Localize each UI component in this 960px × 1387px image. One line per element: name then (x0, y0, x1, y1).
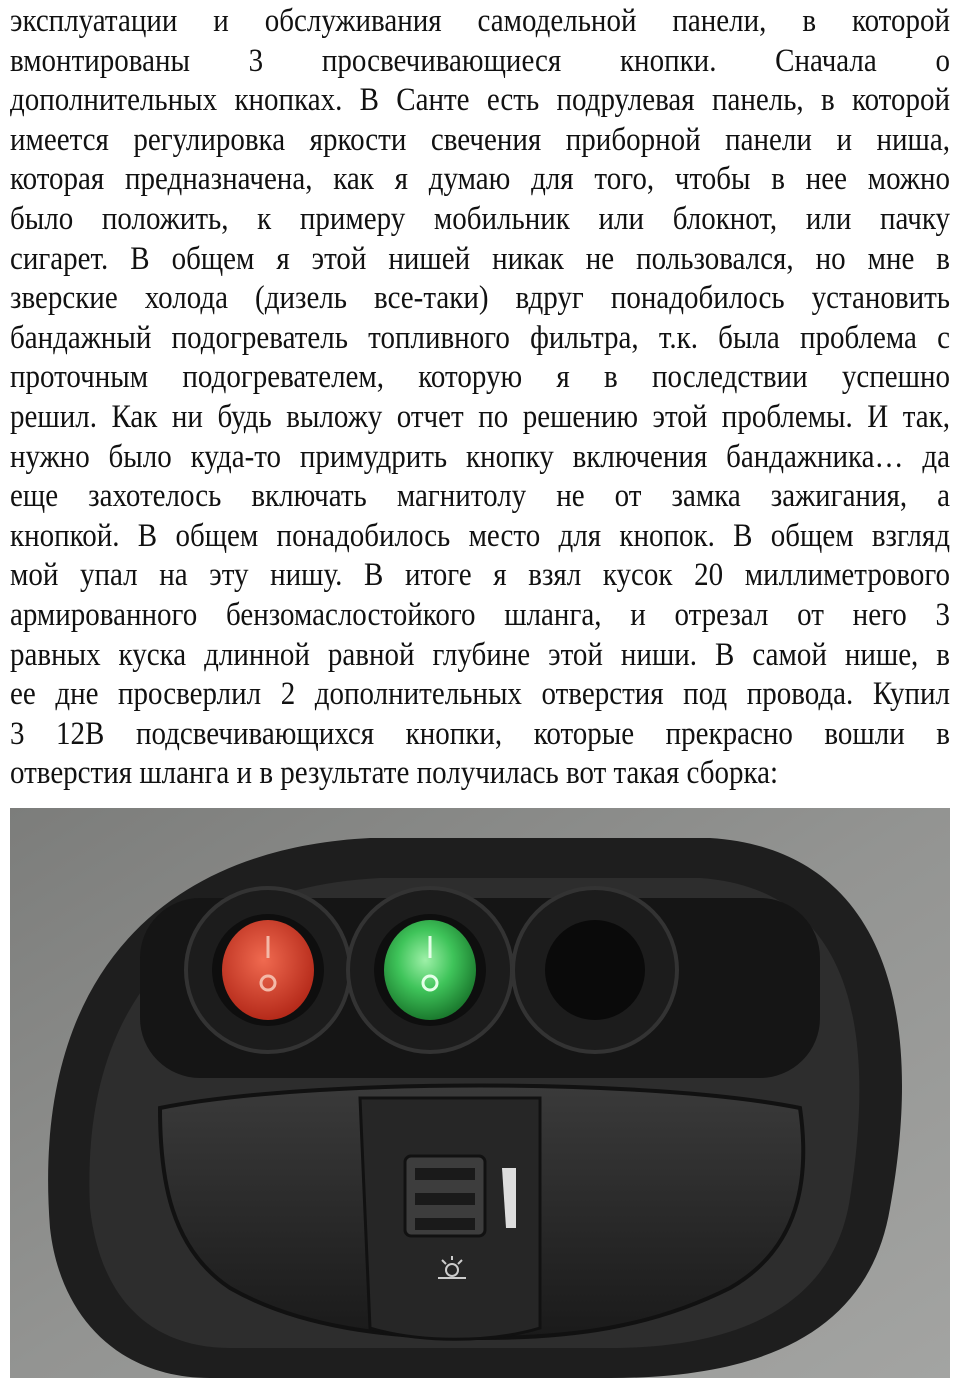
text-line: равных куска длинной равной глубине этой ниши. В самой нише, в (10, 636, 950, 673)
text-line: отверстия шланга и в результате получилась вот такая сборка: (10, 755, 779, 792)
text-line: которая предназначена, как я думаю для того, чтобы в нее можно (10, 161, 950, 198)
text-line: имеется регулировка яркости свечения приборной панели и ниша, (10, 121, 950, 158)
text-line: еще захотелось включать магнитолу не от замка зажигания, а (10, 478, 950, 514)
red-button-tube (186, 888, 350, 1052)
dashboard-panel-photo (10, 808, 950, 1378)
text-line: кнопкой. В общем понадобилось место для кнопок. В общем взгляд (10, 517, 950, 554)
text-line: зверские холода (дизель все-таки) вдруг понадобилось установить (10, 280, 950, 316)
text-line: мой упал на эту нишу. В итоге я взял кусок 20 миллиметрового (10, 557, 950, 594)
text-line: сигарет. В общем я этой нишей никак не пользовался, но мне в (10, 240, 950, 277)
text-line: эксплуатации и обслуживания самодельной панели, в которой (10, 2, 950, 39)
text-line: ее дне просверлил 2 дополнительных отверстия под провода. Купил (10, 676, 950, 712)
text-line: армированного бензомаслостойкого шланга, и отрезал от него 3 (10, 596, 950, 633)
text-line: вмонтированы 3 просвечивающиеся кнопки. Сначала о (10, 42, 950, 79)
text-line: бандажный подогреватель топливного фильтра, т.к. была проблема с (10, 319, 950, 356)
text-line: проточным подогревателем, которую я в последствии успешно (10, 359, 950, 396)
article-text (10, 2, 950, 794)
empty-tube (513, 888, 677, 1052)
green-button-tube (348, 888, 512, 1052)
text-line: нужно было куда-то примудрить кнопку включения бандажника… да (10, 438, 950, 475)
text-line: было положить, к примеру мобильник или блокнот, или пачку (10, 200, 950, 237)
text-line: 3 12В подсвечивающихся кнопки, которые прекрасно вошли в (10, 715, 950, 752)
text-line: решил. Как ни будь выложу отчет по решению этой проблемы. И так, (10, 398, 950, 435)
green-rocker-switch (384, 920, 476, 1020)
red-rocker-switch (222, 920, 314, 1020)
text-line: дополнительных кнопках. В Санте есть подрулевая панель, в которой (10, 82, 950, 119)
